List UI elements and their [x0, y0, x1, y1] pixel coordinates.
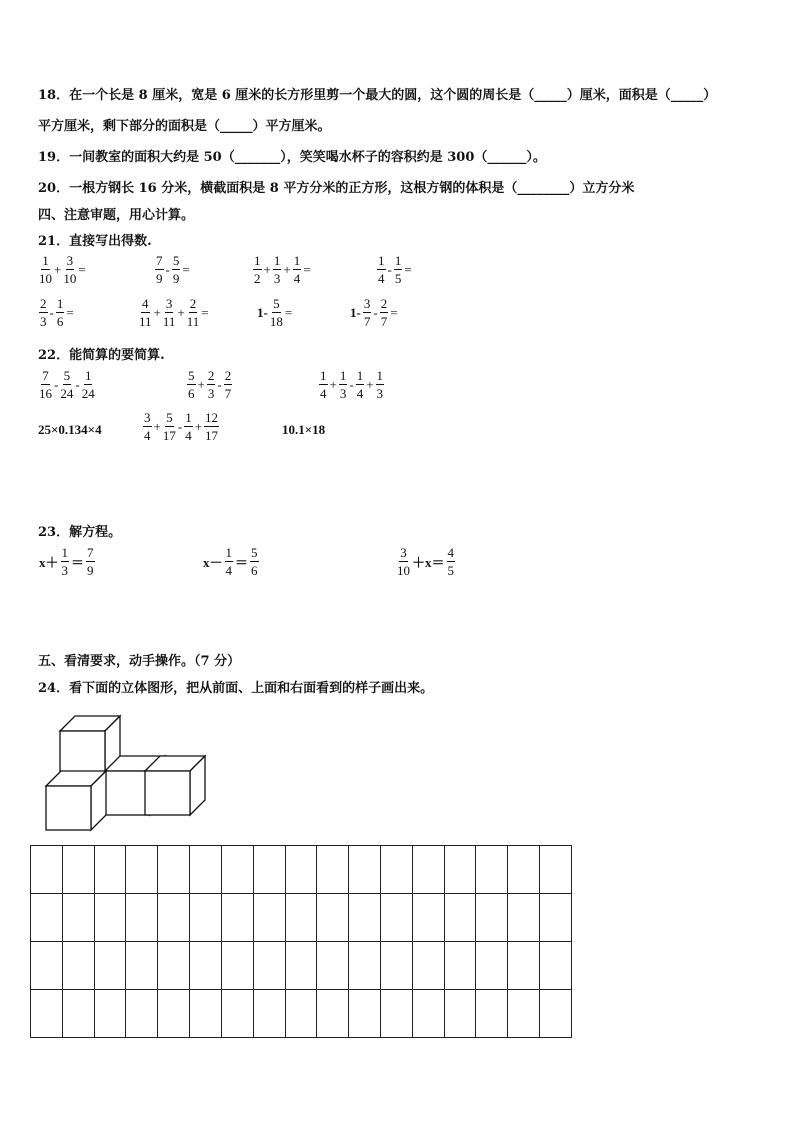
answer-grid	[30, 845, 572, 1038]
grid-cell	[476, 846, 508, 894]
grid-cell	[285, 894, 317, 942]
grid-cell	[94, 990, 126, 1038]
grid-cell	[31, 990, 63, 1038]
q21-title: 21．直接写出得数.	[38, 234, 152, 249]
q24-text: 24．看下面的立体图形，把从前面、上面和右面看到的样子画出来。	[38, 681, 434, 696]
grid-cell	[444, 846, 476, 894]
grid-cell	[158, 990, 190, 1038]
grid-row	[31, 846, 572, 894]
grid-cell	[412, 942, 444, 990]
cube-back-3	[145, 756, 205, 815]
grid-row	[31, 894, 572, 942]
grid-cell	[190, 990, 222, 1038]
q23-title: 23．解方程。	[38, 525, 122, 540]
q21-item-4: $\frac{1}{4}$ - $\frac{1}{5}$ =	[378, 253, 412, 286]
q22-expr-6: 10.1×18	[282, 422, 326, 437]
cube-front	[46, 771, 106, 830]
grid-cell	[412, 990, 444, 1038]
grid-cell	[508, 846, 540, 894]
grid-cell	[253, 894, 285, 942]
grid-cell	[444, 990, 476, 1038]
grid-cell	[349, 894, 381, 942]
q22-title: 22．能简算的要简算.	[38, 348, 165, 363]
grid-cell	[380, 942, 412, 990]
grid-cell	[508, 942, 540, 990]
grid-cell	[62, 894, 94, 942]
q22-expr-3: $\frac{1}{4}$ + $\frac{1}{3}$ - $\frac{1}{4}$ + $\frac{1}{3}$	[320, 368, 384, 401]
grid-cell	[380, 990, 412, 1038]
q21-item-8: 1- $\frac{3}{7}$ - $\frac{2}{7}$ =	[350, 296, 398, 329]
grid-cell	[253, 942, 285, 990]
grid-cell	[349, 846, 381, 894]
grid-cell	[31, 942, 63, 990]
grid-cell	[126, 846, 158, 894]
q19-text: 19．一间教室的面积大约是 50（_______），笑笑喝水杯子的容积约是 300（______）。	[38, 150, 546, 165]
grid-cell	[540, 942, 572, 990]
grid-cell	[317, 894, 349, 942]
grid-row	[31, 942, 572, 990]
q23-equation-3: $\frac{3}{10}$ ＋x＝ $\frac{4}{5}$	[397, 545, 455, 578]
q20-text: 20．一根方钢长 16 分米，横截面积是 8 平方分米的正方形，这根方钢的体积是（________）立方分米	[38, 181, 635, 196]
grid-cell	[253, 846, 285, 894]
grid-cell	[540, 894, 572, 942]
grid-cell	[31, 894, 63, 942]
grid-cell	[349, 990, 381, 1038]
grid-cell	[31, 846, 63, 894]
grid-cell	[476, 942, 508, 990]
grid-cell	[221, 990, 253, 1038]
grid-cell	[349, 942, 381, 990]
q23-equation-1: x＋ $\frac{1}{3}$ ＝ $\frac{7}{9}$	[39, 545, 94, 578]
grid-cell	[317, 990, 349, 1038]
grid-cell	[190, 894, 222, 942]
grid-cell	[158, 846, 190, 894]
grid-cell	[285, 990, 317, 1038]
grid-cell	[412, 894, 444, 942]
section5-heading: 五、看清要求，动手操作。（7 分）	[38, 654, 241, 669]
grid-cell	[476, 894, 508, 942]
grid-cell	[317, 846, 349, 894]
grid-cell	[221, 894, 253, 942]
grid-cell	[380, 846, 412, 894]
grid-cell	[508, 894, 540, 942]
grid-cell	[62, 942, 94, 990]
q22-expr-1: $\frac{7}{16}$ - $\frac{5}{24}$ - $\frac{1}{24}$	[39, 368, 95, 401]
grid-cell	[444, 894, 476, 942]
grid-cell	[508, 990, 540, 1038]
grid-cell	[444, 942, 476, 990]
section4-heading: 四、注意审题，用心计算。	[38, 208, 195, 223]
grid-cell	[317, 942, 349, 990]
q21-item-6: $\frac{4}{11}$ + $\frac{3}{11}$ + $\frac{2}{11}$ =	[139, 296, 209, 329]
q21-item-1: $\frac{1}{10}$ + $\frac{3}{10}$ =	[39, 253, 86, 286]
q18-line1: 18．在一个长是 8 厘米，宽是 6 厘米的长方形里剪一个最大的圆，这个圆的周长是（_____）厘米，面积是（_____）	[38, 88, 717, 103]
grid-cell	[94, 942, 126, 990]
q21-item-2: $\frac{7}{9}$ - $\frac{5}{9}$ =	[156, 253, 190, 286]
grid-cell	[476, 990, 508, 1038]
grid-cell	[221, 942, 253, 990]
grid-cell	[94, 894, 126, 942]
grid-cell	[540, 846, 572, 894]
grid-cell	[540, 990, 572, 1038]
grid-cell	[285, 942, 317, 990]
q22-expr-2: $\frac{5}{6}$ + $\frac{2}{3}$ - $\frac{2}{7}$	[188, 368, 232, 401]
grid-cell	[221, 846, 253, 894]
q23-equation-2: x－ $\frac{1}{4}$ ＝ $\frac{5}{6}$	[203, 545, 258, 578]
q21-item-3: $\frac{1}{2}$ + $\frac{1}{3}$ + $\frac{1}{4}$ =	[254, 253, 311, 286]
grid-cell	[253, 990, 285, 1038]
q21-item-5: $\frac{2}{3}$ - $\frac{1}{6}$ =	[40, 296, 74, 329]
grid-cell	[62, 990, 94, 1038]
grid-cell	[158, 942, 190, 990]
grid-cell	[126, 894, 158, 942]
grid-cell	[190, 942, 222, 990]
grid-cell	[380, 894, 412, 942]
q22-expr-4: 25×0.134×4	[38, 422, 102, 437]
q18-line2: 平方厘米，剩下部分的面积是（_____）平方厘米。	[38, 119, 331, 134]
q21-item-7: 1- $\frac{5}{18}$ =	[257, 296, 293, 329]
grid-cell	[126, 990, 158, 1038]
grid-cell	[190, 846, 222, 894]
grid-cell	[285, 846, 317, 894]
grid-cell	[126, 942, 158, 990]
grid-row	[31, 990, 572, 1038]
q22-expr-5: $\frac{3}{4}$ + $\frac{5}{17}$ - $\frac{1}{4}$ + $\frac{12}{17}$	[144, 410, 219, 443]
grid-cell	[62, 846, 94, 894]
cube-figure	[40, 712, 210, 834]
grid-cell	[412, 846, 444, 894]
grid-cell	[158, 894, 190, 942]
grid-cell	[94, 846, 126, 894]
